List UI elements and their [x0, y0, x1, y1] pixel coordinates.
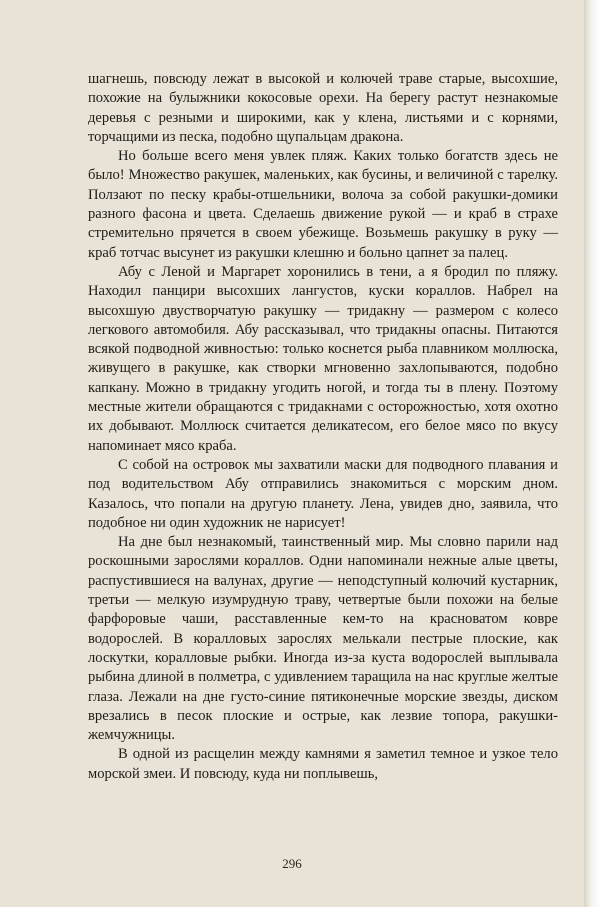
paragraph-2: Но больше всего меня увлек пляж. Каких только богатств здесь не было! Множество ракушек, маленьких, как бусины, и величиной с тарелку. Ползают по песку крабы-отшельники, волоча за собой ракушки-домики разного фасона и цвета. Сделаешь движение рукой — и краб в страхе стремительно прячется в своем убежище. Возьмешь ракушку в руку — краб тотчас высунет из ракушки клешню и больно цапнет за палец.: [88, 148, 558, 261]
body-text: [88, 70, 558, 784]
paragraph-1: шагнешь, повсюду лежат в высокой и колючей траве старые, высохшие, похожие на булыжники кокосовые орехи. На берегу растут незнакомые деревья с резными и широкими, как у клена, листьями и с корнями, торчащими из песка, подобно щупальцам дракона.: [88, 71, 558, 145]
paragraph-3: Абу с Леной и Маргарет хоронились в тени, а я бродил по пляжу. Находил панцири высохших лангустов, куски кораллов. Набрел на высохшую двустворчатую ракушку — тридакну — размером с колесо легкового автомобиля. Абу рассказывал, что тридакны опасны. Питаются всякой подводной живностью: только коснется рыба плавником моллюска, живущего в ракушке, как створки мгновенно захлопываются, подобно капкану. Можно в тридакну угодить ногой, и тогда ты в плену. Поэтому местные жители обращаются с тридакнами с осторожностью, хотя охотно их добывают. Моллюск считается деликатесом, его белое мясо по вкусу напоминает мясо краба.: [88, 263, 558, 454]
paragraph-5: На дне был незнакомый, таинственный мир. Мы словно парили над роскошными зарослями кораллов. Одни напоминали нежные алые цветы, распустившиеся на валунах, другие — неподступный колючий кустарник, третьи — мелкую изумрудную траву, четвертые были похожи на белые фарфоровые чаши, расставленные кем-то на красноватом ковре водорослей. В коралловых зарослях мелькали пестрые плоские, как лоскутки, коралловые рыбки. Иногда из-за куста водорослей выплывала рыбина длиной в полметра, с удивлением таращила на нас круглые желтые глаза. Лежали на дне густо-синие пятиконечные морские звезды, диском врезались в песок плоские и острые, как лезвие топора, ракушки-жемчужницы.: [88, 534, 558, 744]
page-number: 296: [282, 856, 302, 871]
paragraph-4: С собой на островок мы захватили маски для подводного плавания и под водительством Абу отправились знакомиться с морским дном. Казалось, что попали на другую планету. Лена, увидев дно, заявила, что подобное ни один художник не нарисует!: [88, 456, 558, 531]
paragraph-6: В одной из расщелин между камнями я заметил темное и узкое тело морской змеи. И повсюду, куда ни поплывешь,: [88, 746, 558, 782]
scan-edge: [584, 0, 600, 907]
